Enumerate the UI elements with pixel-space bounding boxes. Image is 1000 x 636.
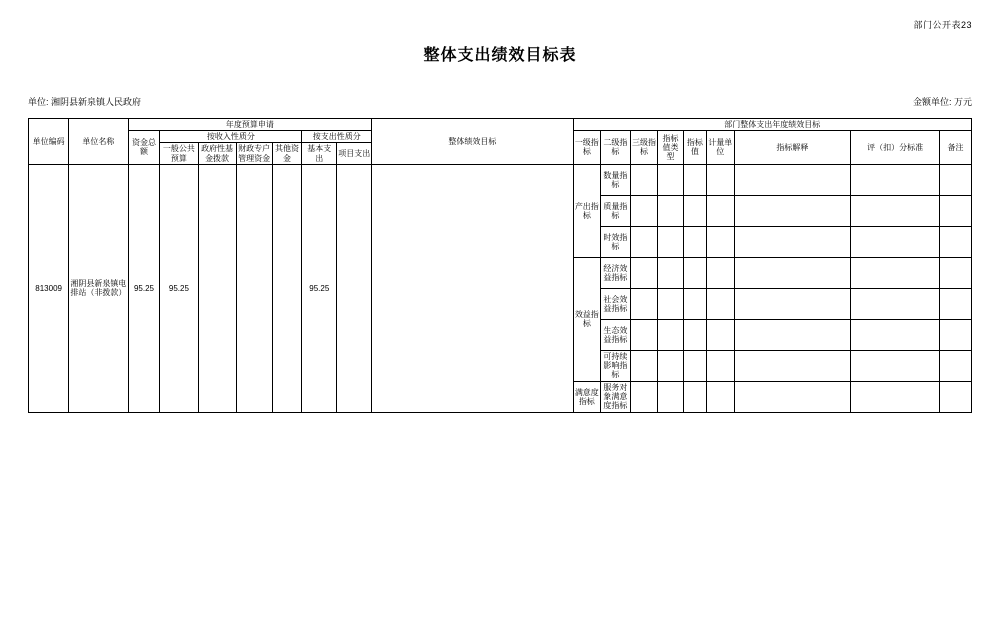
cell-explain xyxy=(734,257,851,288)
cell-value-type xyxy=(658,226,683,257)
th-gov-fund-allocation: 政府性基金拨款 xyxy=(198,143,236,164)
cell-value xyxy=(683,350,706,381)
th-value-type: 指标值类型 xyxy=(658,131,683,165)
table-row xyxy=(29,164,972,195)
cell-value-type xyxy=(658,164,683,195)
cell-explain xyxy=(734,195,851,226)
cell-unit-code: 813009 xyxy=(29,164,69,412)
cell-remark xyxy=(940,319,972,350)
cell-score-standard xyxy=(851,164,940,195)
cell-explain xyxy=(734,350,851,381)
cell-level3 xyxy=(630,350,658,381)
cell-basic-expenditure: 95.25 xyxy=(302,164,337,412)
th-remark: 备注 xyxy=(940,131,972,165)
cell-level1-satisfaction: 满意度指标 xyxy=(573,381,601,412)
cell-score-standard xyxy=(851,195,940,226)
cell-other-funds xyxy=(272,164,302,412)
th-by-income-nature: 按收入性质分 xyxy=(160,131,302,143)
cell-level3 xyxy=(630,226,658,257)
cell-score-standard xyxy=(851,319,940,350)
cell-score-standard xyxy=(851,226,940,257)
cell-measure-unit xyxy=(707,381,735,412)
cell-measure-unit xyxy=(707,195,735,226)
cell-score-standard xyxy=(851,350,940,381)
cell-value-type xyxy=(658,195,683,226)
th-fiscal-special-account: 财政专户管理资金 xyxy=(236,143,272,164)
cell-value xyxy=(683,195,706,226)
cell-level3 xyxy=(630,319,658,350)
cell-value-type xyxy=(658,288,683,319)
cell-measure-unit xyxy=(707,226,735,257)
th-level3: 三级指标 xyxy=(630,131,658,165)
cell-overall-performance-goal xyxy=(372,164,573,412)
cell-explain xyxy=(734,381,851,412)
cell-remark xyxy=(940,164,972,195)
unit-name-value: 湘阴县新泉镇人民政府 xyxy=(51,97,142,107)
table-header-row-1 xyxy=(29,119,972,131)
cell-value-type xyxy=(658,381,683,412)
cell-value-type xyxy=(658,257,683,288)
cell-general-public-budget: 95.25 xyxy=(160,164,198,412)
th-other-funds: 其他资金 xyxy=(272,143,302,164)
cell-score-standard xyxy=(851,288,940,319)
cell-remark xyxy=(940,350,972,381)
cell-level3 xyxy=(630,288,658,319)
th-measure-unit: 计量单位 xyxy=(707,131,735,165)
cell-measure-unit xyxy=(707,350,735,381)
cell-value xyxy=(683,257,706,288)
cell-level2: 时效指标 xyxy=(601,226,631,257)
th-score-standard: 评（扣）分标准 xyxy=(851,131,940,165)
cell-level3 xyxy=(630,195,658,226)
page-title: 整体支出绩效目标表 xyxy=(423,47,577,64)
cell-value-type xyxy=(658,350,683,381)
cell-level2: 生态效益指标 xyxy=(601,319,631,350)
cell-level2: 数量指标 xyxy=(601,164,631,195)
th-overall-performance-goal: 整体绩效目标 xyxy=(372,119,573,165)
cell-explain xyxy=(734,288,851,319)
performance-goal-table xyxy=(28,118,972,413)
cell-level3 xyxy=(630,381,658,412)
cell-level2: 社会效益指标 xyxy=(601,288,631,319)
th-unit-name: 单位名称 xyxy=(69,119,128,165)
th-level2: 二级指标 xyxy=(601,131,631,165)
meta-row xyxy=(28,95,972,108)
cell-value xyxy=(683,319,706,350)
cell-remark xyxy=(940,381,972,412)
th-level1: 一级指标 xyxy=(573,131,601,165)
th-general-public-budget: 一般公共预算 xyxy=(160,143,198,164)
th-project-expenditure: 项目支出 xyxy=(337,143,372,164)
amount-unit-label: 金额单位: 万元 xyxy=(912,97,972,107)
cell-value-type xyxy=(658,319,683,350)
cell-measure-unit xyxy=(707,257,735,288)
cell-level2: 经济效益指标 xyxy=(601,257,631,288)
cell-value xyxy=(683,288,706,319)
cell-project-expenditure xyxy=(337,164,372,412)
cell-explain xyxy=(734,164,851,195)
th-explain: 指标解释 xyxy=(734,131,851,165)
th-value: 指标值 xyxy=(683,131,706,165)
cell-explain xyxy=(734,319,851,350)
cell-measure-unit xyxy=(707,319,735,350)
cell-measure-unit xyxy=(707,288,735,319)
cell-remark xyxy=(940,195,972,226)
cell-gov-fund-allocation xyxy=(198,164,236,412)
cell-value xyxy=(683,381,706,412)
cell-level2: 服务对象满意度指标 xyxy=(601,381,631,412)
th-fund-total: 资金总额 xyxy=(128,131,160,165)
th-unit-code: 单位编码 xyxy=(29,119,69,165)
cell-fund-total: 95.25 xyxy=(128,164,160,412)
document-tag: 部门公开表23 xyxy=(913,20,972,30)
cell-level1-output: 产出指标 xyxy=(573,164,601,257)
cell-score-standard xyxy=(851,257,940,288)
cell-unit-name: 湘阴县新泉镇电排站（非拨款） xyxy=(69,164,128,412)
unit-label: 单位: xyxy=(28,97,49,107)
cell-score-standard xyxy=(851,381,940,412)
unit-line xyxy=(28,95,141,108)
cell-explain xyxy=(734,226,851,257)
th-by-expense-nature: 按支出性质分 xyxy=(302,131,372,143)
th-basic-expenditure: 基本支出 xyxy=(302,143,337,164)
cell-level1-benefit: 效益指标 xyxy=(573,257,601,381)
cell-level3 xyxy=(630,164,658,195)
cell-remark xyxy=(940,226,972,257)
cell-level3 xyxy=(630,257,658,288)
cell-value xyxy=(683,164,706,195)
cell-remark xyxy=(940,288,972,319)
cell-level2: 质量指标 xyxy=(601,195,631,226)
cell-measure-unit xyxy=(707,164,735,195)
th-dept-annual-performance: 部门整体支出年度绩效目标 xyxy=(573,119,971,131)
th-annual-budget-request: 年度预算申请 xyxy=(128,119,372,131)
cell-remark xyxy=(940,257,972,288)
cell-value xyxy=(683,226,706,257)
cell-level2: 可持续影响指标 xyxy=(601,350,631,381)
cell-fiscal-special-account xyxy=(236,164,272,412)
